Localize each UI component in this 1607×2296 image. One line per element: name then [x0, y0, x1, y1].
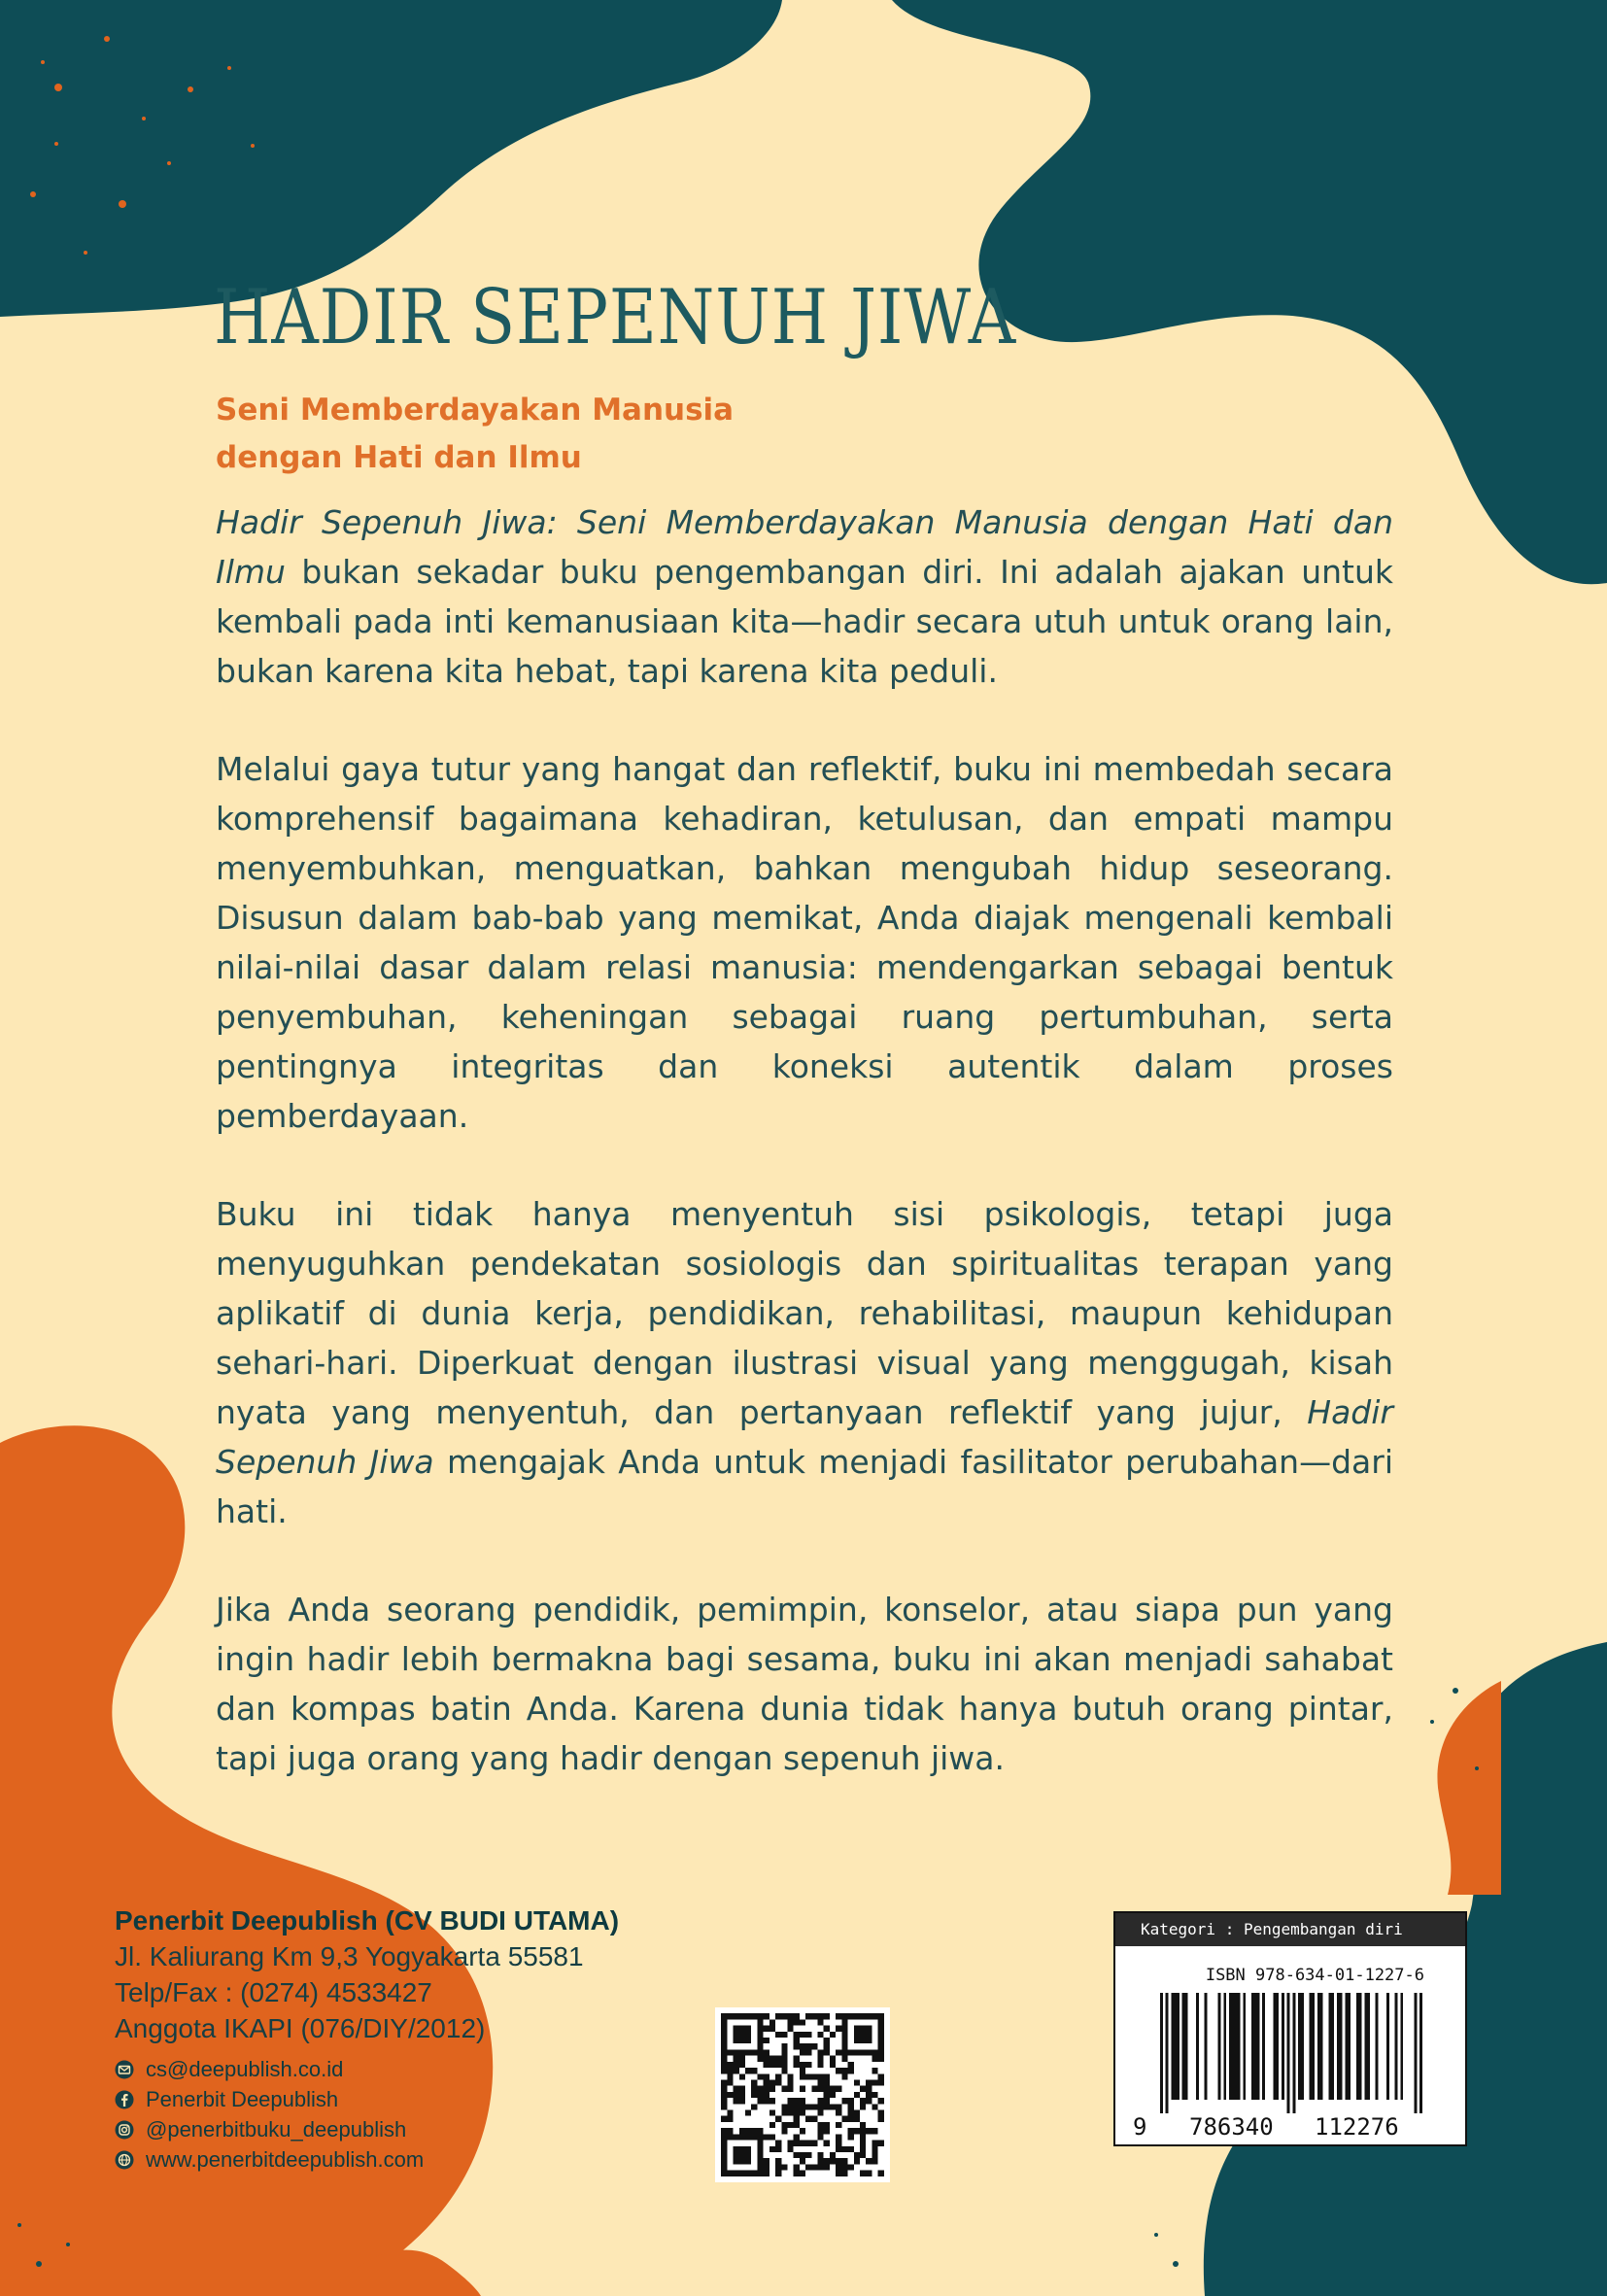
contact-email — [115, 2054, 717, 2084]
publisher-name: Penerbit Deepublish (CV BUDI UTAMA) — [115, 1905, 620, 1936]
subtitle-line-2: dengan Hati dan Ilmu — [216, 440, 582, 475]
publisher-contacts — [115, 2054, 717, 2175]
facebook-icon — [115, 2090, 134, 2109]
blurb-paragraph-4: Jika Anda seorang pendidik, pemimpin, konselor, atau siapa pun yang ingin hadir lebih bermakna bagi sesama, buku ini akan menjadi sahabat dan kompas batin Anda. Karena dunia tidak hanya butuh orang pintar, tapi juga orang yang hadir dengan sepenuh jiwa. — [216, 1591, 1393, 1777]
blurb-paragraph-2: Melalui gaya tutur yang hangat dan reflektif, buku ini membedah secara komprehensif bagaimana kehadiran, ketulusan, dan empati mampu menyembuhkan, menguatkan, bahkan mengubah hidup seseorang. Disusun dalam bab-bab yang memikat, Anda diajak mengenali kembali nilai-nilai dasar dalam relasi manusia: mendengarkan sebagai bentuk penyembuhan, keheningan sebagai ruang pertumbuhan, serta pentingnya integritas dan koneksi autentik dalam proses pemberdayaan. — [216, 750, 1393, 1135]
category-label: Kategori : Pengembangan diri — [1115, 1913, 1465, 1946]
teal-blob-top-left — [0, 0, 782, 317]
book-subtitle — [216, 387, 1090, 482]
blurb-p1-italic: Hadir Sepenuh Jiwa: Seni Memberdayakan Manusia dengan Hati dan Ilmu — [216, 503, 1393, 591]
globe-icon — [115, 2150, 134, 2170]
blurb-p3-text-a: Buku ini tidak hanya menyentuh sisi psikologis, tetapi juga menyuguhkan pendekatan sosiologis dan spiritualitas terapan yang aplikatif di dunia kerja, pendidikan, rehabilitasi, maupun kehidupan sehari-hari. Diperkuat dengan ilustrasi visual yang menggugah, kisah nyata yang menyentuh, dan pertanyaan reflektif yang jujur, — [216, 1195, 1393, 1431]
contact-instagram — [115, 2114, 717, 2144]
blurb-paragraph-1 — [216, 497, 1393, 696]
publisher-phone: Telp/Fax : (0274) 4533427 — [115, 1977, 432, 2007]
contact-website-text: www.penerbitdeepublish.com — [146, 2147, 425, 2172]
email-icon — [115, 2060, 134, 2079]
orange-blob-bottom-right — [1437, 1681, 1501, 1895]
barcode-digits-right: 112276 — [1315, 2113, 1399, 2141]
barcode-digit-first: 9 — [1133, 2113, 1147, 2141]
qr-code — [715, 2007, 890, 2182]
barcode-digits — [1115, 2113, 1465, 2142]
barcode — [1160, 1993, 1422, 2113]
blurb — [216, 497, 1393, 1832]
blurb-paragraph-3 — [216, 1189, 1393, 1536]
publisher-address: Jl. Kaliurang Km 9,3 Yogyakarta 55581 — [115, 1941, 584, 1971]
publisher-membership: Anggota IKAPI (076/DIY/2012) — [115, 2013, 486, 2043]
instagram-icon — [115, 2120, 134, 2140]
contact-facebook-text: Penerbit Deepublish — [146, 2087, 339, 2111]
isbn-number: ISBN 978-634-01-1227-6 — [1205, 1966, 1424, 1985]
subtitle-line-1: Seni Memberdayakan Manusia — [216, 393, 735, 428]
isbn-barcode-box — [1113, 1911, 1467, 2146]
contact-instagram-text: @penerbitbuku_deepublish — [146, 2117, 407, 2142]
contact-email-text: cs@deepublish.co.id — [146, 2057, 344, 2081]
blurb-p3-italic: Hadir Sepenuh Jiwa — [216, 1393, 1393, 1481]
qr-code-image — [715, 2007, 890, 2182]
blurb-p1-text: bukan sekadar buku pengembangan diri. Ini adalah ajakan untuk kembali pada inti kemanusiaan kita—hadir secara utuh untuk orang lain, bukan karena kita hebat, tapi karena kita peduli. — [216, 553, 1393, 690]
blurb-p3-text-b: mengajak Anda untuk menjadi fasilitator perubahan—dari hati. — [216, 1443, 1393, 1530]
contact-website — [115, 2144, 717, 2175]
publisher-info — [115, 1902, 717, 2175]
book-title: HADIR SEPENUH JIWA — [214, 274, 1017, 361]
barcode-digits-left: 786340 — [1189, 2113, 1274, 2141]
contact-facebook — [115, 2084, 717, 2114]
